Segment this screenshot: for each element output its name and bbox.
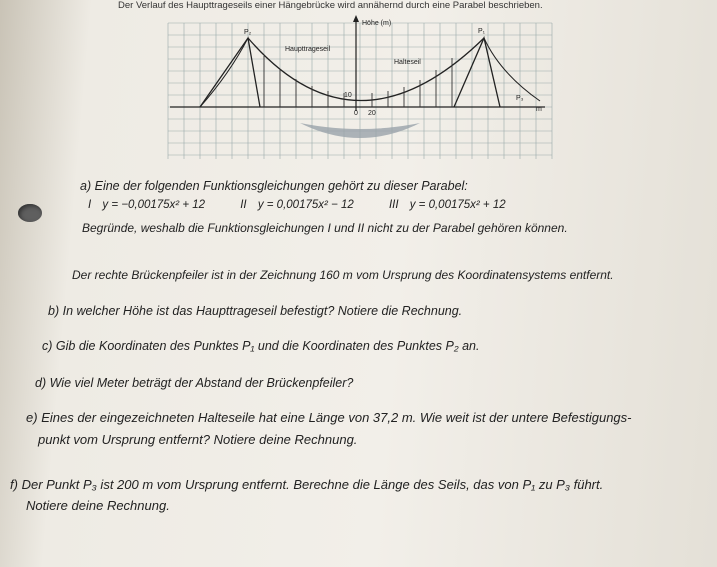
task-a-question	[80, 179, 468, 193]
grid	[168, 23, 552, 159]
eq3: y = 0,00175x² + 12	[409, 199, 506, 211]
intro-text: Der Verlauf des Haupttrageseils einer Hängebrücke wird annähernd durch eine Parabel beschrieben.	[118, 0, 543, 11]
task-d-prefix: d)	[35, 376, 47, 390]
task-b-text: In welcher Höhe ist das Haupttrageseil befestigt? Notiere die Rechnung.	[62, 304, 463, 318]
eq2: y = 0,00175x² − 12	[257, 199, 354, 211]
task-a-text: Eine der folgenden Funktionsgleichungen gehört zu dieser Parabel:	[94, 179, 468, 193]
task-f-line1	[10, 477, 603, 492]
task-c-prefix: c)	[42, 339, 53, 353]
equations-row	[88, 199, 506, 211]
task-e-prefix: e)	[26, 410, 38, 425]
main-cable	[248, 38, 484, 101]
task-c	[42, 339, 479, 353]
pylon-right	[454, 38, 500, 107]
binder-hole	[18, 204, 42, 222]
label-p3: P₃	[516, 95, 524, 102]
task-a-prefix: a)	[80, 179, 92, 193]
eq2-number: II	[240, 199, 247, 211]
tick-10: 10	[344, 92, 352, 99]
label-p2: P₂	[244, 29, 252, 36]
tick-20: 20	[368, 110, 376, 117]
label-main-cable: Haupttrageseil	[285, 46, 331, 53]
task-c-text: Gib die Koordinaten des Punktes P₁ und die Koordinaten des Punktes P₂ an.	[55, 339, 480, 353]
bridge-figure	[160, 13, 560, 163]
task-e-line2: punkt vom Ursprung entfernt? Notiere deine Rechnung.	[38, 432, 358, 447]
task-e-line1	[26, 410, 631, 425]
cable-right-outer	[484, 38, 540, 101]
task-f-text1: Der Punkt P₃ ist 200 m vom Ursprung entfernt. Berechne die Länge des Seils, das von P₁ zu P₃ führt.	[21, 477, 604, 492]
eq3-number: III	[388, 199, 399, 211]
label-p1: P₁	[478, 28, 486, 35]
task-e-text1: Eines der eingezeichneten Halteseile hat eine Länge von 37,2 m. Wie weit ist der untere Befestigungs-	[41, 410, 632, 425]
x-axis-label: m	[536, 106, 542, 113]
label-hanger: Halteseil	[394, 59, 421, 66]
eq1: y = −0,00175x² + 12	[102, 199, 206, 211]
task-f-prefix: f)	[10, 477, 18, 492]
task-d	[35, 376, 353, 390]
task-b	[48, 304, 462, 318]
y-axis-label: Höhe (m)	[362, 20, 392, 27]
task-d-text: Wie viel Meter beträgt der Abstand der Brückenpfeiler?	[49, 376, 354, 390]
eq1-number: I	[88, 199, 92, 211]
task-a-reason: Begründe, weshalb die Funktionsgleichungen I und II nicht zu der Parabel gehören können.	[82, 221, 568, 235]
task-f-line2: Notiere deine Rechnung.	[26, 498, 170, 513]
task-b-prefix: b)	[48, 304, 60, 318]
tick-0: 0	[354, 110, 358, 117]
info-text: Der rechte Brückenpfeiler ist in der Zeichnung 160 m vom Ursprung des Koordinatensystems entfernt.	[72, 268, 614, 282]
